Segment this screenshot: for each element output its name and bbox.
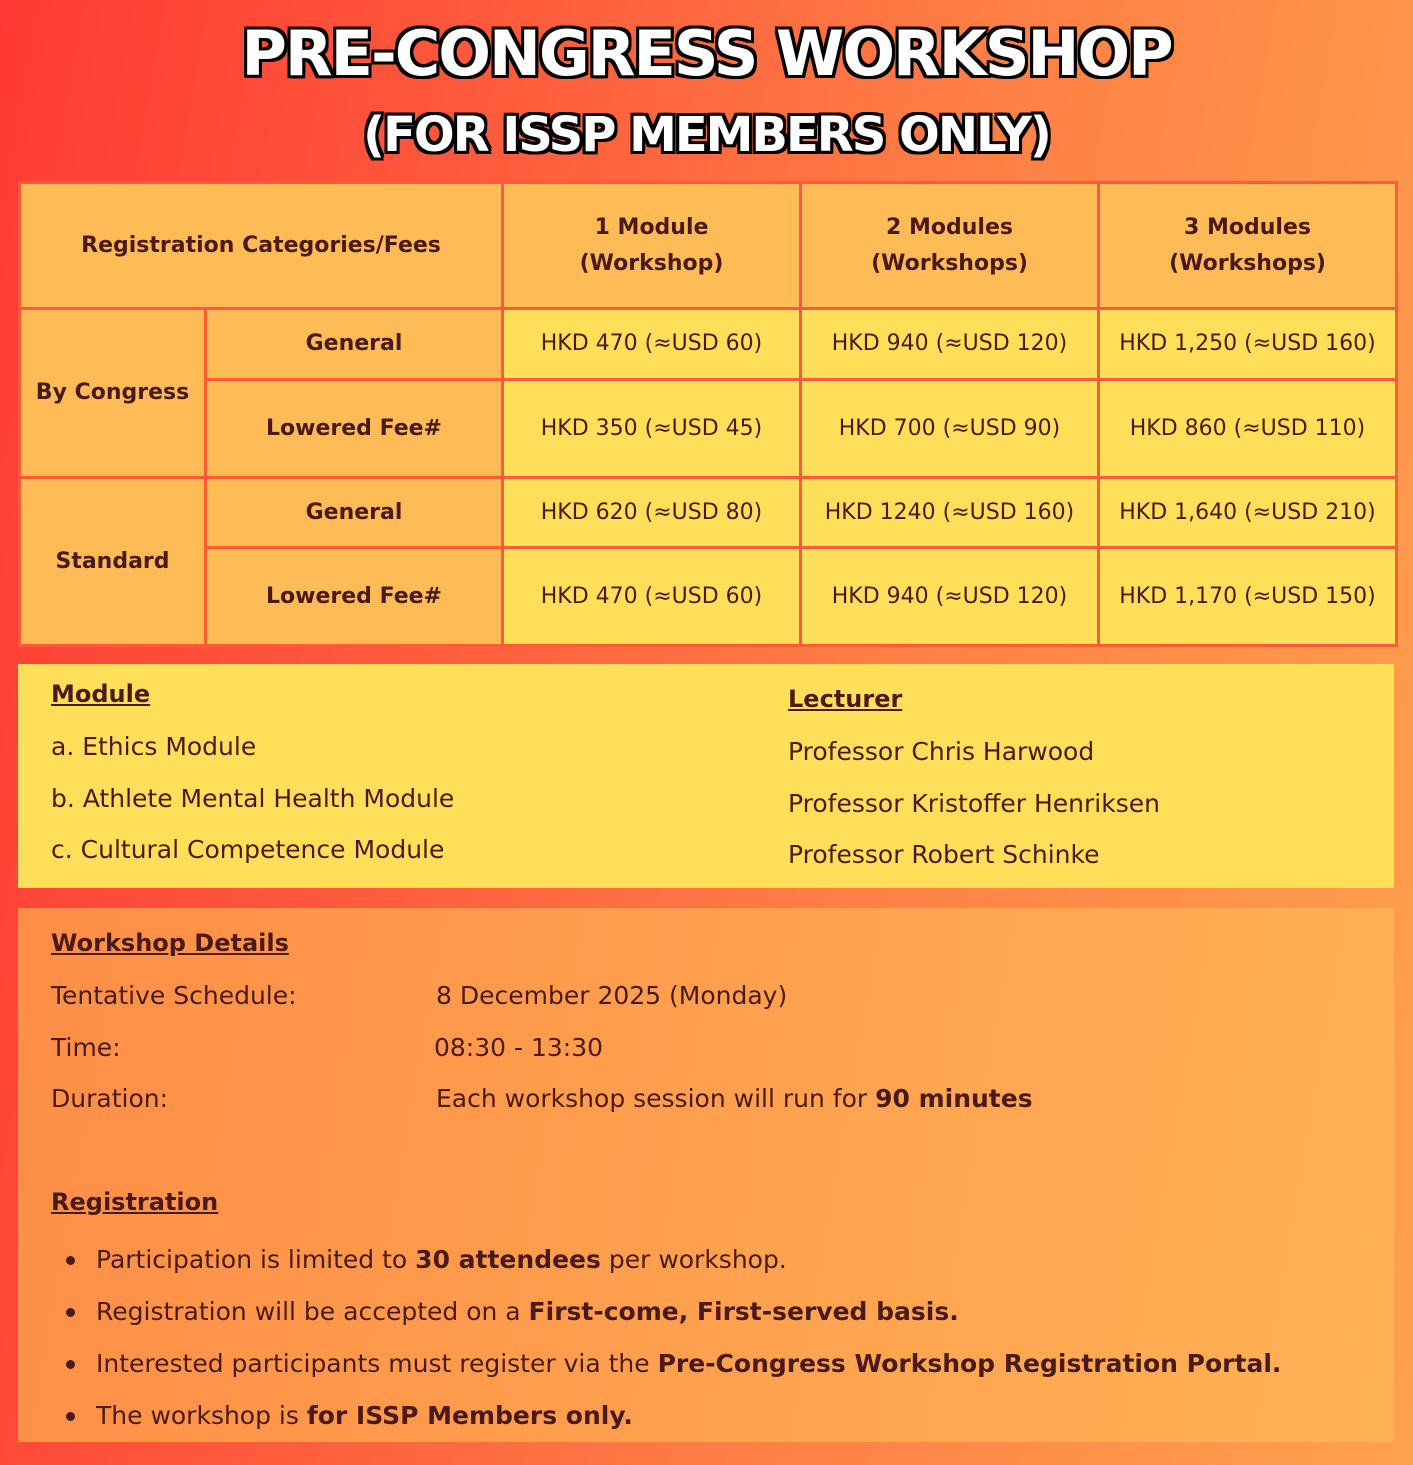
fee-cell: HKD 1,640 (≈USD 210) xyxy=(1099,477,1397,548)
registration-list xyxy=(66,1234,1281,1442)
time-value: 08:30 - 13:30 xyxy=(434,1033,604,1062)
bullet-icon xyxy=(66,1412,75,1421)
fee-cell: HKD 620 (≈USD 80) xyxy=(503,477,801,548)
page-title: PRE-CONGRESS WORKSHOP xyxy=(241,17,1172,90)
fee-table-header-row xyxy=(20,183,1397,309)
table-row xyxy=(20,309,1397,380)
lecturer-item: Professor Robert Schinke xyxy=(788,840,1100,869)
row-label: Lowered Fee# xyxy=(206,379,503,477)
list-item-bold: First-come, First-served basis. xyxy=(528,1297,959,1326)
fee-cell: HKD 860 (≈USD 110) xyxy=(1099,379,1397,477)
list-item-suffix: per workshop. xyxy=(600,1245,787,1274)
list-item xyxy=(66,1338,1281,1390)
details-panel xyxy=(18,908,1394,1442)
fee-cell: HKD 350 (≈USD 45) xyxy=(503,379,801,477)
group-label: Standard xyxy=(20,477,206,645)
fee-table xyxy=(18,181,1398,647)
table-row xyxy=(20,548,1397,646)
registration-heading: Registration xyxy=(51,1188,219,1216)
schedule-value: 8 December 2025 (Monday) xyxy=(436,981,788,1010)
header-2-modules-line1: 2 Modules xyxy=(886,214,1013,240)
page-subtitle: (FOR ISSP MEMBERS ONLY) xyxy=(363,107,1050,163)
module-panel xyxy=(18,664,1394,888)
lecturer-item: Professor Chris Harwood xyxy=(788,737,1095,766)
fee-cell: HKD 940 (≈USD 120) xyxy=(801,309,1099,380)
row-label: General xyxy=(206,309,503,380)
fee-cell: HKD 470 (≈USD 60) xyxy=(503,309,801,380)
list-item xyxy=(66,1286,1281,1338)
module-heading: Module xyxy=(51,680,151,708)
module-item: b. Athlete Mental Health Module xyxy=(51,784,455,813)
bullet-icon xyxy=(66,1256,75,1265)
table-row xyxy=(20,477,1397,548)
header-1-module xyxy=(503,183,801,309)
group-label: By Congress xyxy=(20,309,206,477)
fee-cell: HKD 700 (≈USD 90) xyxy=(801,379,1099,477)
list-item-text: Participation is limited to xyxy=(96,1245,416,1274)
lecturer-item: Professor Kristoffer Henriksen xyxy=(788,789,1160,818)
header-2-modules xyxy=(801,183,1099,309)
module-item: c. Cultural Competence Module xyxy=(51,835,445,864)
duration-value-bold: 90 minutes xyxy=(875,1084,1033,1113)
header-3-modules xyxy=(1099,183,1397,309)
module-item: a. Ethics Module xyxy=(51,732,257,761)
schedule-label: Tentative Schedule: xyxy=(51,981,297,1010)
header-1-module-line2: (Workshop) xyxy=(579,250,724,276)
duration-label: Duration: xyxy=(51,1084,169,1113)
list-item-text: Interested participants must register via the xyxy=(96,1349,658,1378)
fee-cell: HKD 940 (≈USD 120) xyxy=(801,548,1099,646)
fee-cell: HKD 1240 (≈USD 160) xyxy=(801,477,1099,548)
table-row xyxy=(20,379,1397,477)
header-2-modules-line2: (Workshops) xyxy=(871,250,1028,276)
workshop-details-heading: Workshop Details xyxy=(51,929,289,957)
duration-value-text: Each workshop session will run for xyxy=(436,1084,876,1113)
header-3-modules-line2: (Workshops) xyxy=(1169,250,1326,276)
lecturer-heading: Lecturer xyxy=(788,685,903,713)
list-item-bold: for ISSP Members only. xyxy=(306,1401,633,1430)
header-1-module-line1: 1 Module xyxy=(594,214,709,240)
row-label: Lowered Fee# xyxy=(206,548,503,646)
row-label: General xyxy=(206,477,503,548)
bullet-icon xyxy=(66,1308,75,1317)
list-item xyxy=(66,1390,1281,1442)
header-3-modules-line1: 3 Modules xyxy=(1184,214,1311,240)
list-item xyxy=(66,1234,1281,1286)
list-item-text: Registration will be accepted on a xyxy=(96,1297,529,1326)
header-category: Registration Categories/Fees xyxy=(20,183,503,309)
fee-cell: HKD 1,250 (≈USD 160) xyxy=(1099,309,1397,380)
list-item-bold: Pre-Congress Workshop Registration Portal. xyxy=(657,1349,1282,1378)
time-label: Time: xyxy=(51,1033,121,1062)
list-item-bold: 30 attendees xyxy=(415,1245,601,1274)
duration-value xyxy=(436,1084,1033,1113)
list-item-text: The workshop is xyxy=(96,1401,307,1430)
fee-cell: HKD 1,170 (≈USD 150) xyxy=(1099,548,1397,646)
fee-cell: HKD 470 (≈USD 60) xyxy=(503,548,801,646)
bullet-icon xyxy=(66,1360,75,1369)
